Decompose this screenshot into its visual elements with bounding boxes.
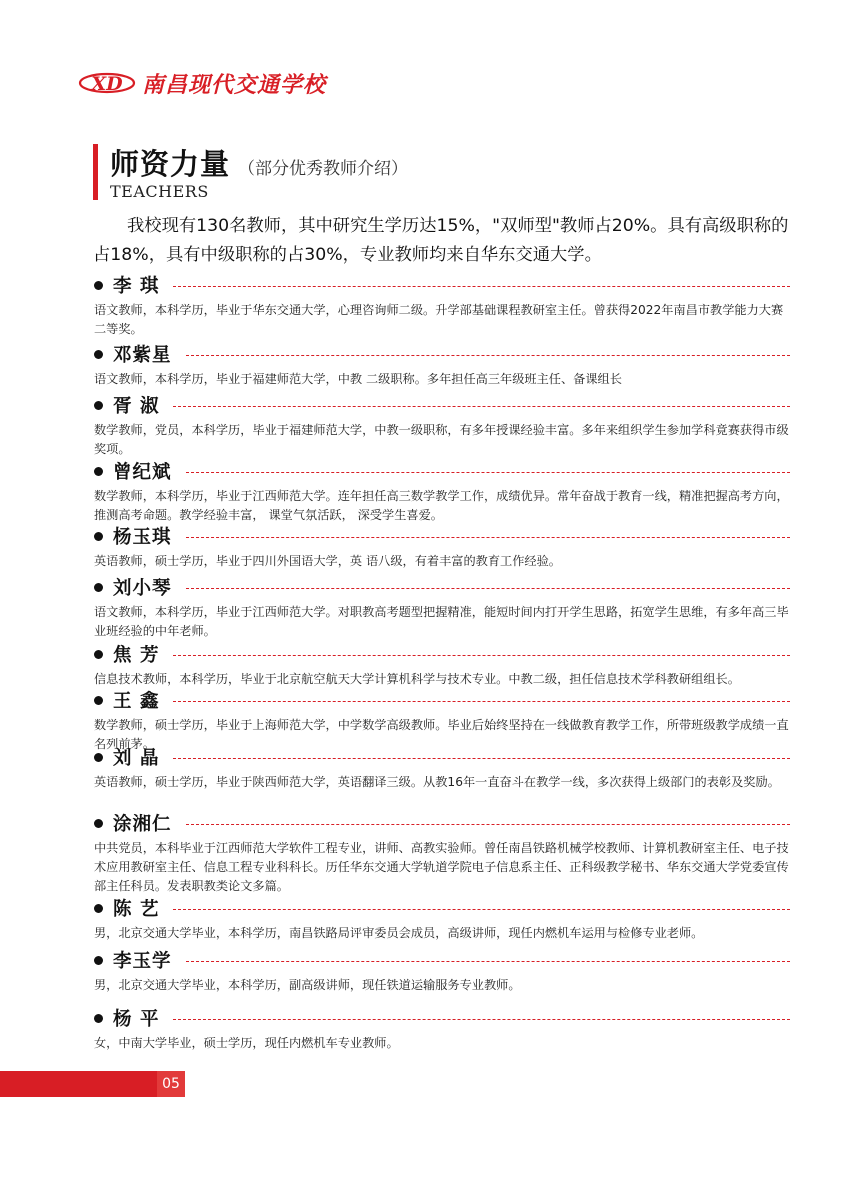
dashed-divider <box>186 537 790 538</box>
teacher-name: 刘 晶 <box>113 748 160 769</box>
dashed-divider <box>173 758 790 759</box>
teacher-name: 曾纪斌 <box>113 462 172 483</box>
bullet-icon <box>94 956 103 965</box>
teacher-description: 数学教师，本科学历，毕业于江西师范大学。连年担任高三数学教学工作，成绩优异。常年奋战于教育一线，精准把握高考方向，推测高考命题。教学经验丰富， 课堂气氛活跃， 深受学生喜爱。 <box>94 489 789 522</box>
svg-text:XD: XD <box>91 73 123 95</box>
bullet-icon <box>94 401 103 410</box>
bullet-icon <box>94 819 103 828</box>
teacher-name: 王 鑫 <box>113 691 160 712</box>
dashed-divider <box>186 961 790 962</box>
dashed-divider <box>173 406 790 407</box>
title-text: 师资力量 <box>110 147 231 181</box>
bullet-icon <box>94 532 103 541</box>
teacher-description: 信息技术教师，本科学历，毕业于北京航空航天大学计算机科学与技术专业。中教二级，担任信息技术学科教研组组长。 <box>94 672 740 686</box>
teacher-entry <box>94 272 790 339</box>
school-brand <box>78 66 326 100</box>
teacher-description: 英语教师，硕士学历，毕业于陕西师范大学，英语翻译三级。从教16年一直奋斗在教学一线，多次获得上级部门的表彰及奖励。 <box>94 775 780 789</box>
bullet-icon <box>94 696 103 705</box>
teacher-name: 李 琪 <box>113 276 160 297</box>
teacher-name: 刘小琴 <box>113 578 172 599</box>
dashed-divider <box>186 824 790 825</box>
teacher-description: 数学教师，党员，本科学历，毕业于福建师范大学，中教一级职称，有多年授课经验丰富。多年来组织学生参加学科竟赛获得市级奖项。 <box>94 423 789 456</box>
bullet-icon <box>94 281 103 290</box>
bullet-icon <box>94 904 103 913</box>
bullet-icon <box>94 583 103 592</box>
teacher-entry <box>94 341 790 389</box>
teacher-entry <box>94 574 790 641</box>
title-english: TEACHERS <box>110 182 209 201</box>
dashed-divider <box>186 472 790 473</box>
page-title <box>110 142 408 183</box>
bullet-icon <box>94 350 103 359</box>
teacher-description: 数学教师，硕士学历，毕业于上海师范大学，中学数学高级教师。毕业后始终坚持在一线做教育教学工作，所带班级教学成绩一直名列前茅。 <box>94 718 789 751</box>
title-subtitle: （部分优秀教师介绍） <box>238 159 409 179</box>
intro-paragraph: 我校现有130名教师，其中研究生学历达15%，"双师型"教师占20%。具有高级职称的占18%，具有中级职称的占30%，专业教师均来自华东交通大学。 <box>93 216 789 265</box>
footer-accent-bar <box>0 1071 157 1097</box>
dashed-divider <box>173 655 790 656</box>
teacher-entry <box>94 641 790 689</box>
title-accent-bar <box>93 144 98 200</box>
dashed-divider <box>173 286 790 287</box>
teacher-entry <box>94 523 790 571</box>
teacher-description: 男，北京交通大学毕业，本科学历，副高级讲师，现任铁道运输服务专业教师。 <box>94 978 521 992</box>
dashed-divider <box>173 701 790 702</box>
teacher-entry <box>94 810 790 896</box>
dashed-divider <box>186 355 790 356</box>
teacher-name: 邓紫星 <box>113 345 172 366</box>
teacher-name: 陈 艺 <box>113 899 160 920</box>
teacher-name: 焦 芳 <box>113 645 160 666</box>
dashed-divider <box>186 588 790 589</box>
teacher-name: 杨 平 <box>113 1009 160 1030</box>
teacher-entry <box>94 895 790 943</box>
teacher-name: 涂湘仁 <box>113 814 172 835</box>
teacher-name: 李玉学 <box>113 951 172 972</box>
dashed-divider <box>173 1019 790 1020</box>
teacher-entry <box>94 744 790 792</box>
bullet-icon <box>94 467 103 476</box>
teacher-entry <box>94 458 790 525</box>
teacher-description: 女，中南大学毕业，硕士学历，现任内燃机车专业教师。 <box>94 1036 399 1050</box>
teacher-entry <box>94 947 790 995</box>
teacher-description: 语文教师，本科学历，毕业于华东交通大学，心理咨询师二级。升学部基础课程教研室主任。曾获得2022年南昌市教学能力大赛二等奖。 <box>94 303 784 336</box>
bullet-icon <box>94 1014 103 1023</box>
school-logo-icon <box>78 68 136 98</box>
page-number: 05 <box>157 1071 185 1097</box>
dashed-divider <box>173 909 790 910</box>
teacher-description: 中共党员，本科毕业于江西师范大学软件工程专业，讲师、高教实验师。曾任南昌铁路机械学校教师、计算机教研室主任、电子技术应用教研室主任、信息工程专业科科长。历任华东交通大学轨道学院电子信息系主任、正科级教学秘书、华东交通大学党委宣传部主任科员。发表职教类论文多篇。 <box>94 841 789 893</box>
teacher-description: 语文教师，本科学历，毕业于福建师范大学，中教 二级职称。多年担任高三年级班主任、备课组长 <box>94 372 622 386</box>
school-name: 南昌现代交通学校 <box>142 71 327 98</box>
teacher-entry <box>94 1005 790 1053</box>
teacher-name: 杨玉琪 <box>113 527 172 548</box>
teacher-description: 英语教师，硕士学历，毕业于四川外国语大学，英 语八级，有着丰富的教育工作经验。 <box>94 554 561 568</box>
teacher-entry <box>94 392 790 459</box>
bullet-icon <box>94 753 103 762</box>
teacher-description: 语文教师，本科学历，毕业于江西师范大学。对职教高考题型把握精准，能短时间内打开学生思路，拓宽学生思维，有多年高三毕业班经验的中年老师。 <box>94 605 789 638</box>
bullet-icon <box>94 650 103 659</box>
teacher-description: 男，北京交通大学毕业，本科学历，南昌铁路局评审委员会成员，高级讲师，现任内燃机车运用与检修专业老师。 <box>94 926 704 940</box>
teacher-name: 胥 淑 <box>113 396 160 417</box>
